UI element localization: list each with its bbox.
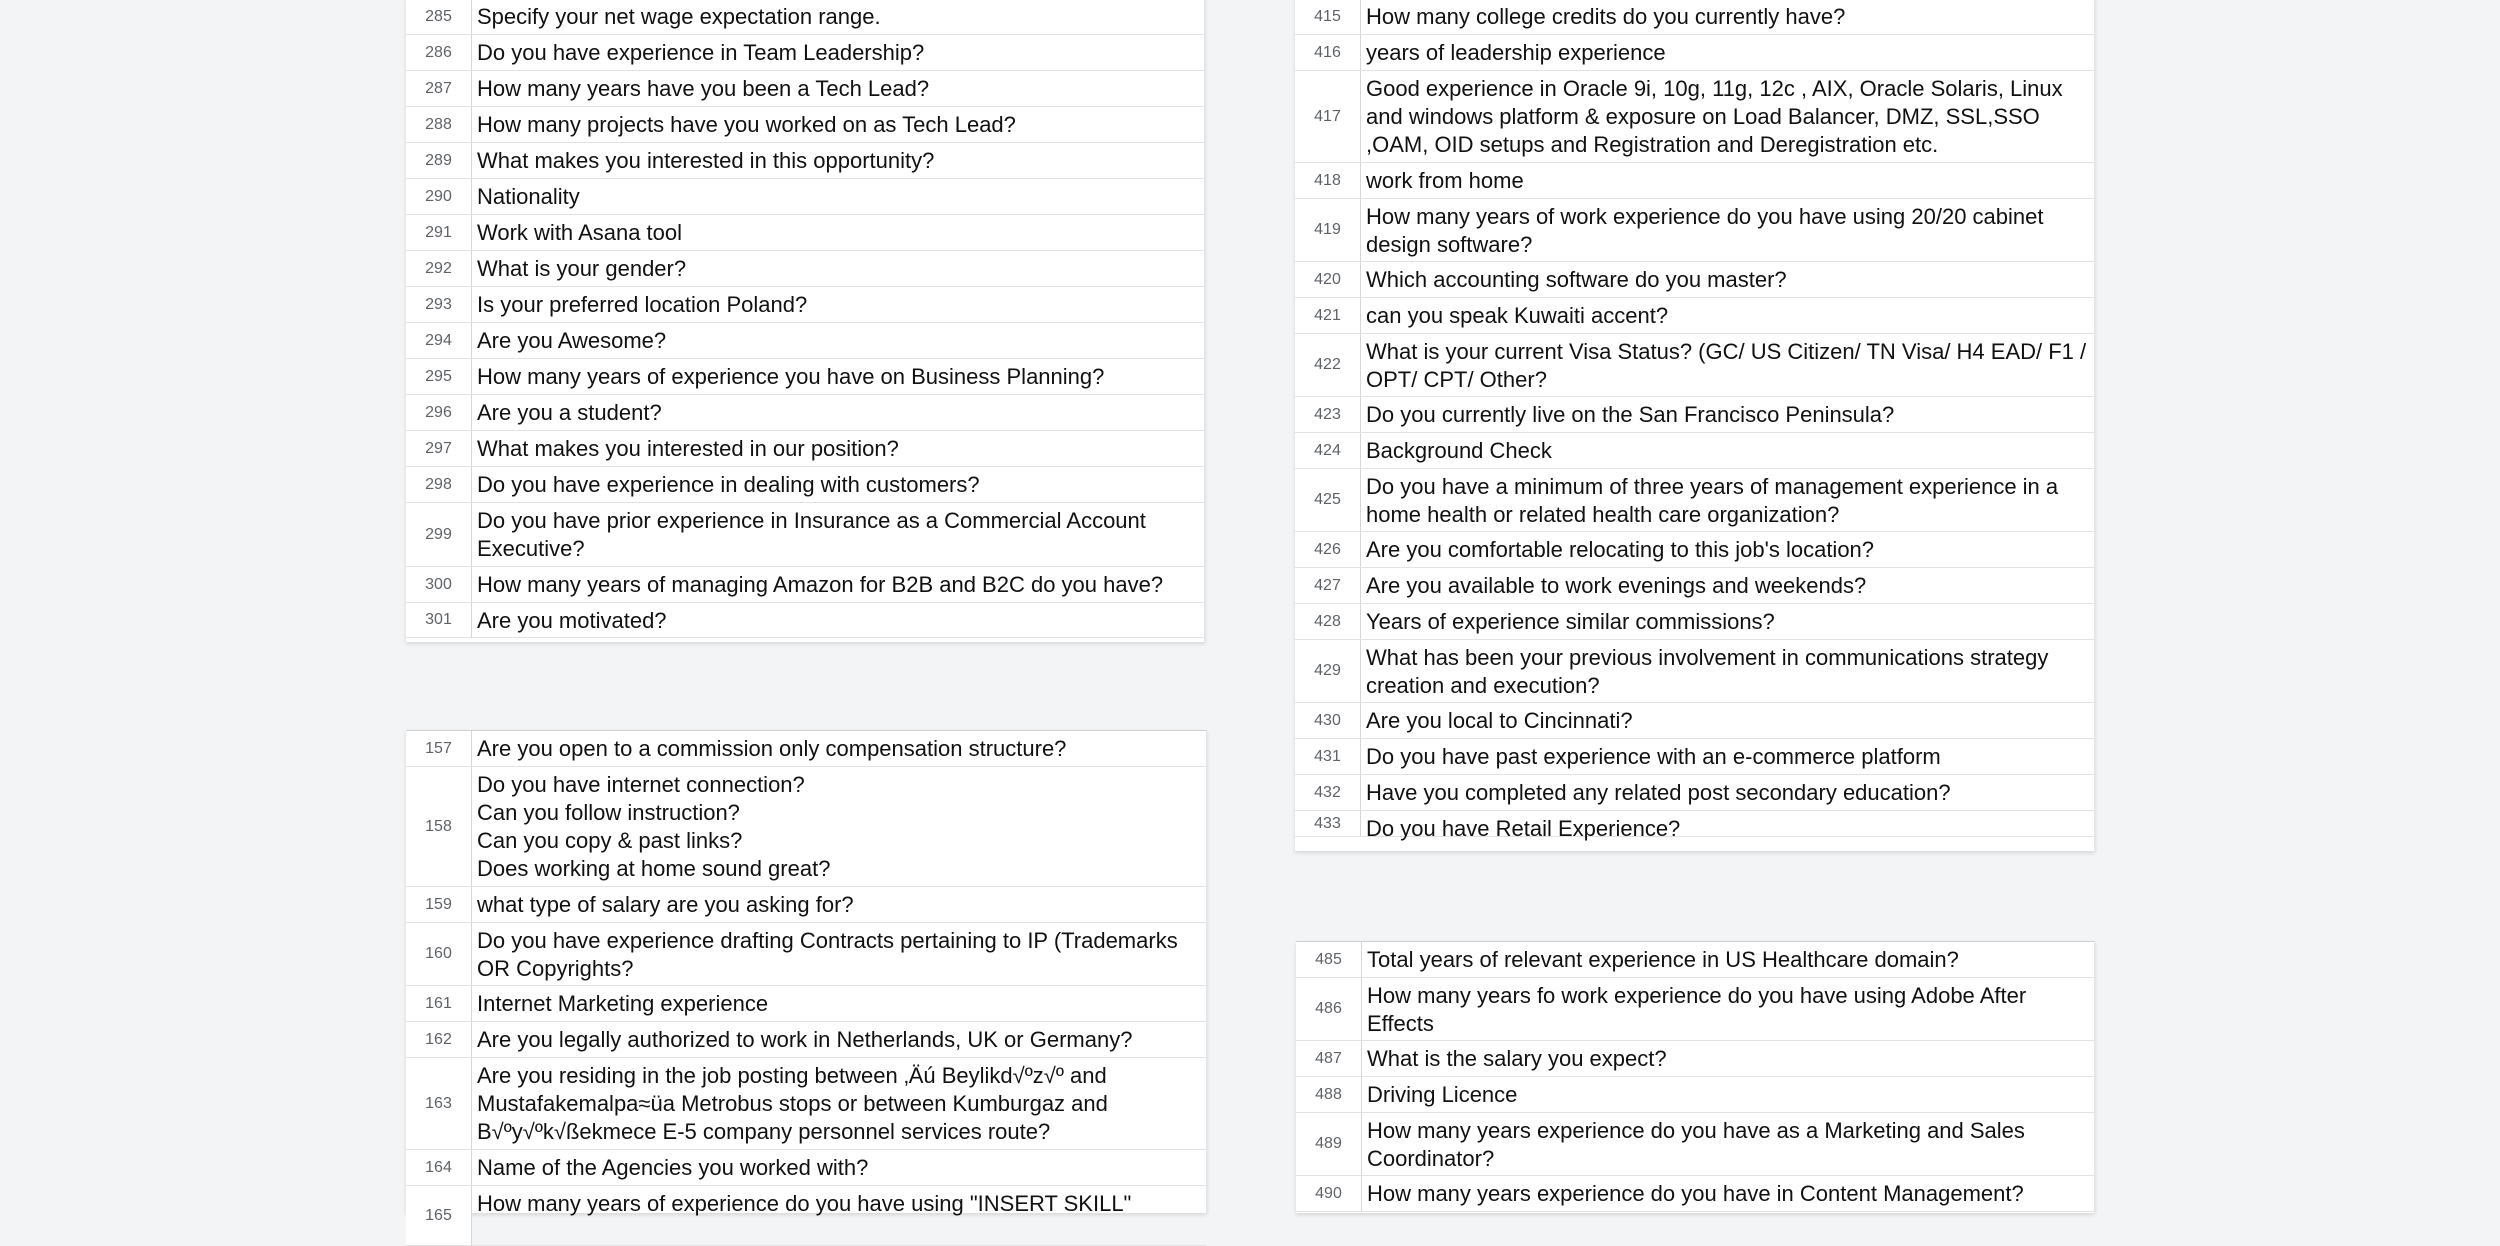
- row-number: 286: [406, 35, 472, 70]
- row-number: 294: [406, 323, 472, 358]
- question-table-157-165: [406, 730, 1207, 1224]
- question-cell[interactable]: Driving Licence: [1367, 1082, 1518, 1107]
- question-cell[interactable]: Background Check: [1366, 438, 1552, 463]
- table-row[interactable]: [406, 603, 1204, 638]
- question-cell[interactable]: Are you motivated?: [477, 608, 667, 633]
- row-number: 418: [1295, 163, 1361, 198]
- question-cell[interactable]: Total years of relevant experience in US Healthcare domain?: [1367, 947, 1959, 972]
- question-cell[interactable]: What is your gender?: [477, 256, 687, 281]
- table-row[interactable]: [406, 1186, 1206, 1246]
- table-row[interactable]: [406, 887, 1206, 923]
- question-cell[interactable]: How many years have you been a Tech Lead?: [477, 76, 930, 101]
- table-row[interactable]: [406, 107, 1204, 143]
- row-number: 160: [406, 923, 472, 985]
- table-row[interactable]: [1296, 942, 2094, 978]
- question-cell[interactable]: Nationality: [477, 184, 580, 209]
- row-number: 427: [1295, 568, 1361, 603]
- row-number: 290: [406, 179, 472, 214]
- row-number: 287: [406, 71, 472, 106]
- table-row[interactable]: [1295, 0, 2094, 35]
- row-number: 291: [406, 215, 472, 250]
- row-number: 163: [406, 1058, 472, 1149]
- question-cell[interactable]: Which accounting software do you master?: [1366, 267, 1787, 292]
- table-row[interactable]: [1295, 775, 2094, 811]
- row-number: 428: [1295, 604, 1361, 639]
- table-row[interactable]: [406, 71, 1204, 107]
- table-row[interactable]: [406, 767, 1206, 887]
- row-number: 295: [406, 359, 472, 394]
- question-cell[interactable]: what type of salary are you asking for?: [477, 892, 854, 917]
- table-row[interactable]: [406, 35, 1204, 71]
- row-number: 292: [406, 251, 472, 286]
- question-cell[interactable]: Do you have a minimum of three years of management experience in a home health or related health care organization?: [1366, 474, 2059, 527]
- row-number: 299: [406, 503, 472, 566]
- row-number: 296: [406, 395, 472, 430]
- row-number: 424: [1295, 433, 1361, 468]
- question-cell[interactable]: Are you residing in the job posting between ‚Äú Beylikd√ºz√º and Mustafakemalpa≈üa Metrobus stops or between Kumburgaz and B√ºy√ºk√ßekmece E-5 company personnel services route?: [477, 1063, 1108, 1144]
- question-cell[interactable]: How many years experience do you have as a Marketing and Sales Coordinator?: [1367, 1118, 2025, 1171]
- question-cell[interactable]: Have you completed any related post secondary education?: [1366, 780, 1951, 805]
- question-cell[interactable]: How many years of experience you have on Business Planning?: [477, 364, 1105, 389]
- row-number: 288: [406, 107, 472, 142]
- question-cell[interactable]: can you speak Kuwaiti accent?: [1366, 303, 1669, 328]
- row-number: 165: [406, 1186, 472, 1245]
- question-cell[interactable]: Are you a student?: [477, 400, 662, 425]
- row-number: 419: [1295, 199, 1361, 261]
- question-table-415-433: [1295, 0, 2095, 851]
- row-number: 162: [406, 1022, 472, 1057]
- question-cell[interactable]: Specify your net wage expectation range.: [477, 4, 881, 29]
- row-number: 486: [1296, 978, 1362, 1040]
- question-cell[interactable]: How many projects have you worked on as Tech Lead?: [477, 112, 1016, 137]
- row-number: 161: [406, 986, 472, 1021]
- row-number: 164: [406, 1150, 472, 1185]
- table-row[interactable]: [1296, 978, 2094, 1041]
- row-number: 301: [406, 603, 472, 637]
- row-number: 289: [406, 143, 472, 178]
- row-number: 420: [1295, 262, 1361, 297]
- question-cell[interactable]: Do you have prior experience in Insurance as a Commercial Account Executive?: [477, 508, 1146, 561]
- question-cell[interactable]: What has been your previous involvement in communications strategy creation and execution?: [1366, 645, 2049, 698]
- row-number: 417: [1295, 71, 1361, 162]
- row-number: 158: [406, 767, 472, 886]
- table-row[interactable]: [406, 251, 1204, 287]
- table-row[interactable]: [1296, 1077, 2094, 1113]
- table-row[interactable]: [406, 287, 1204, 323]
- row-number: 430: [1295, 703, 1361, 738]
- table-row[interactable]: [1295, 811, 2094, 841]
- table-row[interactable]: [406, 503, 1204, 567]
- table-row[interactable]: [406, 923, 1206, 986]
- question-cell[interactable]: Do you have experience in dealing with customers?: [477, 472, 980, 497]
- question-cell[interactable]: How many college credits do you currently have?: [1366, 4, 1846, 29]
- table-row[interactable]: [406, 179, 1204, 215]
- row-number: 487: [1296, 1041, 1362, 1076]
- row-number: 416: [1295, 35, 1361, 70]
- question-table-285-301: [406, 0, 1205, 642]
- row-number: 415: [1295, 0, 1361, 34]
- question-table-485-490: [1296, 941, 2095, 1213]
- question-cell[interactable]: Are you local to Cincinnati?: [1366, 708, 1633, 733]
- table-row[interactable]: [406, 431, 1204, 467]
- row-number: 432: [1295, 775, 1361, 810]
- row-number: 297: [406, 431, 472, 466]
- table-row[interactable]: [1295, 703, 2094, 739]
- question-cell[interactable]: Internet Marketing experience: [477, 991, 769, 1016]
- row-number: 426: [1295, 532, 1361, 567]
- table-row[interactable]: [406, 0, 1204, 35]
- question-cell[interactable]: Do you have experience drafting Contracts pertaining to IP (Trademarks OR Copyrights?: [477, 928, 1178, 981]
- table-row[interactable]: [1295, 604, 2094, 640]
- question-cell[interactable]: work from home: [1366, 168, 1524, 193]
- table-row[interactable]: [1295, 469, 2094, 532]
- row-number: 429: [1295, 640, 1361, 702]
- table-row[interactable]: [1295, 199, 2094, 262]
- question-cell[interactable]: Are you available to work evenings and weekends?: [1366, 573, 1867, 598]
- question-cell[interactable]: Do you have internet connection? Can you follow instruction? Can you copy & past links? Does working at home sound great?: [477, 772, 831, 881]
- row-number: 285: [406, 0, 472, 34]
- table-row[interactable]: [1296, 1041, 2094, 1077]
- table-row[interactable]: [1295, 739, 2094, 775]
- row-number: 433: [1295, 811, 1361, 836]
- question-cell[interactable]: How many years of managing Amazon for B2B and B2C do you have?: [477, 572, 1164, 597]
- question-cell[interactable]: Is your preferred location Poland?: [477, 292, 808, 317]
- row-number: 425: [1295, 469, 1361, 531]
- question-cell[interactable]: Years of experience similar commissions?: [1366, 609, 1775, 634]
- question-cell[interactable]: Are you open to a commission only compensation structure?: [477, 736, 1067, 761]
- table-row[interactable]: [406, 143, 1204, 179]
- question-cell[interactable]: How many years experience do you have in Content Management?: [1367, 1181, 2024, 1206]
- question-cell[interactable]: Name of the Agencies you worked with?: [477, 1155, 869, 1180]
- table-row[interactable]: [1295, 71, 2094, 163]
- table-row[interactable]: [1295, 334, 2094, 397]
- table-row[interactable]: [1295, 163, 2094, 199]
- row-number: 159: [406, 887, 472, 922]
- question-cell[interactable]: How many years of experience do you have using "INSERT SKILL": [477, 1191, 1132, 1216]
- table-row[interactable]: [406, 1058, 1206, 1150]
- table-row[interactable]: [1295, 262, 2094, 298]
- question-cell[interactable]: What makes you interested in this opportunity?: [477, 148, 935, 173]
- question-cell[interactable]: Work with Asana tool: [477, 220, 683, 245]
- table-row[interactable]: [1296, 1176, 2094, 1212]
- table-row[interactable]: [1295, 532, 2094, 568]
- question-cell[interactable]: Are you legally authorized to work in Netherlands, UK or Germany?: [477, 1027, 1133, 1052]
- table-row[interactable]: [1295, 35, 2094, 71]
- table-row[interactable]: [1295, 397, 2094, 433]
- question-cell[interactable]: Are you comfortable relocating to this job's location?: [1366, 537, 1875, 562]
- row-number: 431: [1295, 739, 1361, 774]
- table-row[interactable]: [406, 215, 1204, 251]
- row-number: 488: [1296, 1077, 1362, 1112]
- table-row[interactable]: [406, 986, 1206, 1022]
- question-cell[interactable]: How many years fo work experience do you have using Adobe After Effects: [1367, 983, 2027, 1036]
- question-cell[interactable]: How many years of work experience do you have using 20/20 cabinet design software?: [1366, 204, 2044, 257]
- row-number: 422: [1295, 334, 1361, 396]
- table-row[interactable]: [406, 359, 1204, 395]
- question-cell[interactable]: Are you Awesome?: [477, 328, 667, 353]
- question-cell[interactable]: Do you have Retail Experience?: [1366, 816, 1681, 841]
- table-row[interactable]: [1295, 298, 2094, 334]
- row-number: 485: [1296, 942, 1362, 977]
- row-number: 423: [1295, 397, 1361, 432]
- question-cell[interactable]: years of leadership experience: [1366, 40, 1666, 65]
- table-row[interactable]: [406, 1150, 1206, 1186]
- table-row[interactable]: [406, 731, 1206, 767]
- table-row[interactable]: [406, 567, 1204, 603]
- question-cell[interactable]: What makes you interested in our position?: [477, 436, 899, 461]
- table-row[interactable]: [406, 395, 1204, 431]
- question-cell[interactable]: Do you have past experience with an e-commerce platform: [1366, 744, 1941, 769]
- question-cell[interactable]: Do you have experience in Team Leadership?: [477, 40, 925, 65]
- table-row[interactable]: [406, 467, 1204, 503]
- row-number: 157: [406, 731, 472, 766]
- row-number: 421: [1295, 298, 1361, 333]
- row-number: 490: [1296, 1176, 1362, 1211]
- table-row[interactable]: [1295, 433, 2094, 469]
- table-row[interactable]: [1295, 568, 2094, 604]
- row-number: 298: [406, 467, 472, 502]
- question-cell[interactable]: Do you currently live on the San Francisco Peninsula?: [1366, 402, 1895, 427]
- table-row[interactable]: [406, 1022, 1206, 1058]
- table-row[interactable]: [406, 323, 1204, 359]
- question-cell[interactable]: Good experience in Oracle 9i, 10g, 11g, 12c , AIX, Oracle Solaris, Linux and windows platform & exposure on Load Balancer, DMZ, SSL,SSO ,OAM, OID setups and Registration and Deregistration etc.: [1366, 76, 2063, 157]
- table-row[interactable]: [1296, 1113, 2094, 1176]
- table-row[interactable]: [1295, 640, 2094, 703]
- question-cell[interactable]: What is your current Visa Status? (GC/ US Citizen/ TN Visa/ H4 EAD/ F1 / OPT/ CPT/ Other?: [1366, 339, 2087, 392]
- row-number: 300: [406, 567, 472, 602]
- question-cell[interactable]: What is the salary you expect?: [1367, 1046, 1667, 1071]
- row-number: 293: [406, 287, 472, 322]
- row-number: 489: [1296, 1113, 1362, 1175]
